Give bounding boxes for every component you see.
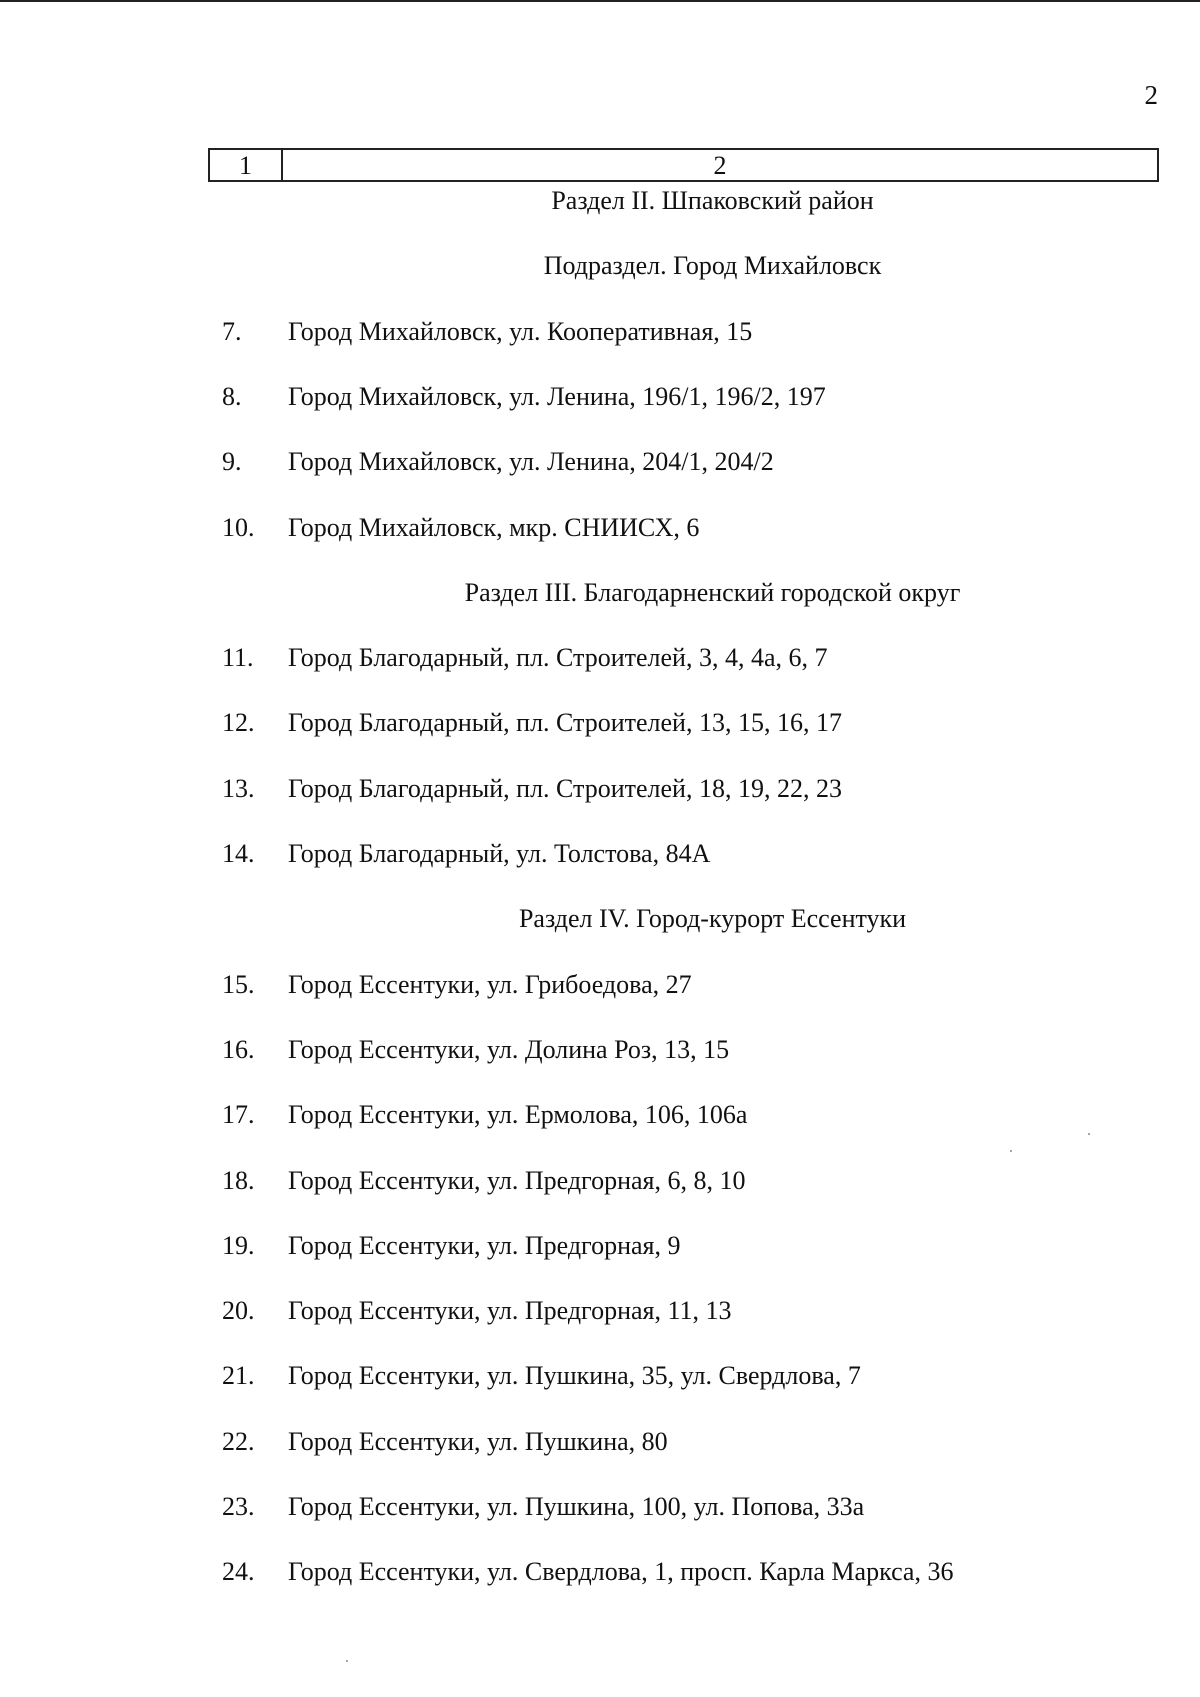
list-item-number: 17. [222,1100,255,1129]
scan-speck [1088,1133,1090,1135]
list-item-number: 8. [222,382,242,411]
list-item-address: Город Ессентуки, ул. Пушкина, 80 [288,1427,668,1456]
list-item-address: Город Ессентуки, ул. Предгорная, 11, 13 [288,1296,732,1325]
list-item-number: 24. [222,1557,255,1586]
list-item-number: 9. [222,447,242,476]
list-item-number: 10. [222,513,255,542]
list-item-address: Город Благодарный, ул. Толстова, 84А [288,839,711,868]
top-border-line [0,0,1200,2]
list-item-number: 16. [222,1035,255,1064]
list-item-number: 23. [222,1492,255,1521]
list-item-address: Город Михайловск, ул. Ленина, 196/1, 196/2, 197 [288,382,826,411]
list-item-address: Город Михайловск, ул. Кооперативная, 15 [288,317,753,346]
list-item-number: 7. [222,317,242,346]
section-heading: Раздел II. Шпаковский район [551,186,874,215]
list-item-address: Город Благодарный, пл. Строителей, 13, 15, 16, 17 [288,708,842,737]
list-item-address: Город Ессентуки, ул. Свердлова, 1, просп. Карла Маркса, 36 [288,1557,954,1586]
list-item-address: Город Ессентуки, ул. Пушкина, 100, ул. Попова, 33а [288,1492,865,1521]
column-header-2: 2 [713,151,727,180]
list-item-number: 14. [222,839,255,868]
list-item-number: 22. [222,1427,255,1456]
list-item-number: 15. [222,970,255,999]
list-item-address: Город Ессентуки, ул. Предгорная, 9 [288,1231,681,1260]
list-item-number: 20. [222,1296,255,1325]
list-item-number: 12. [222,708,255,737]
list-item-address: Город Михайловск, мкр. СНИИСХ, 6 [288,513,700,542]
list-item-address: Город Михайловск, ул. Ленина, 204/1, 204/2 [288,447,774,476]
scan-speck [346,1660,348,1662]
column-header-table [208,148,1159,182]
section-heading: Раздел III. Благодарненский городской округ [464,578,961,607]
list-item-address: Город Ессентуки, ул. Ермолова, 106, 106а [288,1100,748,1129]
list-item-number: 19. [222,1231,255,1260]
scan-speck [1010,1150,1012,1152]
page-number: 2 [1144,80,1158,110]
list-item-number: 18. [222,1166,255,1195]
list-item-number: 21. [222,1361,255,1390]
list-item-address: Город Ессентуки, ул. Предгорная, 6, 8, 10 [288,1166,746,1195]
list-item-number: 13. [222,774,255,803]
list-item-address: Город Ессентуки, ул. Долина Роз, 13, 15 [288,1035,730,1064]
section-heading: Раздел IV. Город-курорт Ессентуки [518,904,907,933]
list-item-address: Город Ессентуки, ул. Грибоедова, 27 [288,970,692,999]
section-heading: Подраздел. Город Михайловск [543,251,882,280]
list-item-number: 11. [222,643,254,672]
list-item-address: Город Благодарный, пл. Строителей, 3, 4, 4а, 6, 7 [288,643,828,672]
list-item-address: Город Благодарный, пл. Строителей, 18, 19, 22, 23 [288,774,842,803]
column-header-1: 1 [210,150,283,180]
list-item-address: Город Ессентуки, ул. Пушкина, 35, ул. Свердлова, 7 [288,1361,861,1390]
